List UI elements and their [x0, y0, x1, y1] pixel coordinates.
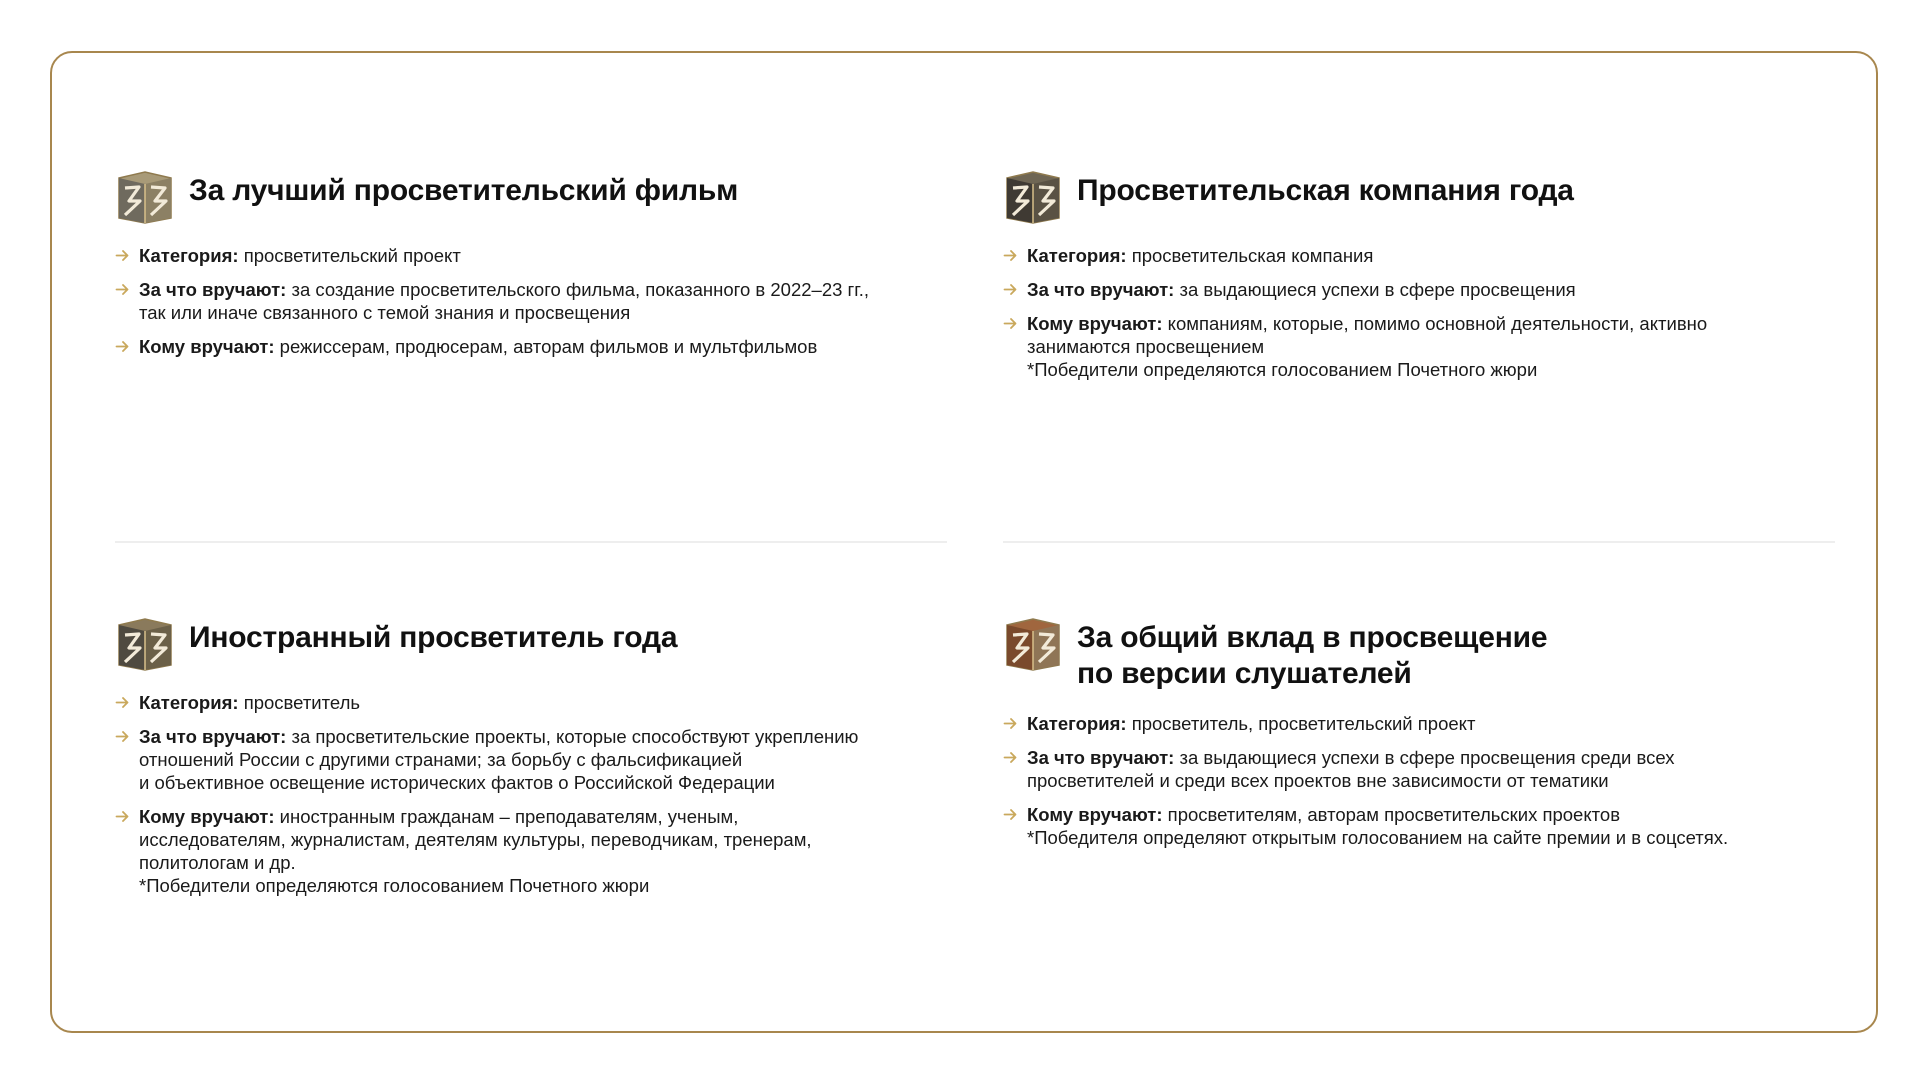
arrow-right-icon	[115, 248, 130, 263]
detail-key: Кому вручают:	[139, 336, 275, 357]
award-cube-icon	[1003, 617, 1063, 671]
details-list	[1003, 712, 1843, 849]
card-header	[115, 617, 955, 671]
detail-value: исследователям, журналистам, деятелям культуры, переводчикам, тренерам,	[139, 829, 812, 850]
detail-value: просветитель	[243, 692, 361, 713]
detail-line	[139, 244, 955, 267]
detail-key: За что вручают:	[1027, 279, 1175, 300]
detail-line	[139, 691, 955, 714]
detail-key: Категория:	[139, 245, 239, 266]
details-list	[1003, 244, 1843, 381]
detail-line	[1027, 278, 1843, 301]
detail-item	[115, 335, 955, 358]
detail-line	[139, 278, 955, 301]
arrow-right-icon	[115, 695, 130, 710]
detail-line	[1027, 712, 1843, 735]
detail-key: Кому вручают:	[1027, 313, 1163, 334]
detail-item	[115, 725, 955, 794]
detail-line	[139, 771, 955, 794]
divider-left	[115, 541, 947, 543]
detail-item	[1003, 746, 1843, 792]
arrow-right-icon	[115, 339, 130, 354]
detail-value: и объективное освещение исторических фактов о Российской Федерации	[139, 772, 775, 793]
detail-line	[139, 805, 955, 828]
detail-line	[139, 725, 955, 748]
detail-line	[1027, 803, 1843, 826]
divider-right	[1003, 541, 1835, 543]
detail-value: просветительский проект	[243, 245, 461, 266]
arrow-right-icon	[1003, 248, 1018, 263]
card-title-line: по версии слушателей	[1077, 657, 1412, 690]
detail-value: *Победители определяются голосованием Почетного жюри	[139, 875, 650, 896]
detail-value: за выдающиеся успехи в сфере просвещения	[1179, 279, 1576, 300]
award-cube-icon	[1003, 170, 1063, 224]
detail-key: За что вручают:	[139, 279, 287, 300]
detail-value: занимаются просвещением	[1027, 336, 1265, 357]
detail-line	[1027, 244, 1843, 267]
details-list	[115, 691, 955, 897]
detail-line	[1027, 312, 1843, 335]
arrow-right-icon	[1003, 807, 1018, 822]
arrow-right-icon	[115, 809, 130, 824]
detail-item	[1003, 712, 1843, 735]
detail-line	[1027, 358, 1843, 381]
detail-value: за просветительские проекты, которые способствуют укреплению	[291, 726, 859, 747]
award-card-best-film	[115, 170, 955, 369]
detail-value: режиссерам, продюсерам, авторам фильмов и мультфильмов	[279, 336, 818, 357]
detail-line	[139, 874, 955, 897]
detail-line	[1027, 746, 1843, 769]
arrow-right-icon	[115, 729, 130, 744]
detail-value: просветительская компания	[1131, 245, 1374, 266]
detail-key: За что вручают:	[139, 726, 287, 747]
award-card-foreign-educator	[115, 617, 955, 908]
card-title	[189, 173, 738, 209]
card-title-line: За лучший просветительский фильм	[189, 174, 739, 207]
card-title	[1077, 173, 1574, 209]
detail-value: просветителям, авторам просветительских проектов	[1167, 804, 1621, 825]
detail-value: иностранным гражданам – преподавателям, ученым,	[279, 806, 739, 827]
detail-value: отношений России с другими странами; за борьбу с фальсификацией	[139, 749, 743, 770]
card-header	[1003, 170, 1843, 224]
detail-item	[115, 805, 955, 897]
detail-item	[1003, 278, 1843, 301]
detail-value: просветитель, просветительский проект	[1131, 713, 1476, 734]
detail-item	[115, 278, 955, 324]
detail-value: компаниям, которые, помимо основной деятельности, активно	[1167, 313, 1708, 334]
detail-item	[115, 691, 955, 714]
detail-line	[139, 851, 955, 874]
detail-item	[1003, 312, 1843, 381]
arrow-right-icon	[1003, 750, 1018, 765]
details-list	[115, 244, 955, 358]
arrow-right-icon	[115, 282, 130, 297]
arrow-right-icon	[1003, 316, 1018, 331]
detail-value: за выдающиеся успехи в сфере просвещения среди всех	[1179, 747, 1675, 768]
card-title-line: Просветительская компания года	[1077, 174, 1574, 207]
card-title	[1077, 620, 1547, 692]
detail-value: политологам и др.	[139, 852, 296, 873]
card-header	[1003, 617, 1843, 692]
detail-line	[139, 335, 955, 358]
detail-line	[1027, 826, 1843, 849]
detail-key: Категория:	[1027, 245, 1127, 266]
award-cube-icon	[115, 617, 175, 671]
detail-item	[1003, 803, 1843, 849]
detail-line	[1027, 335, 1843, 358]
detail-item	[1003, 244, 1843, 267]
detail-value: так или иначе связанного с темой знания и просвещения	[139, 302, 631, 323]
detail-key: Категория:	[1027, 713, 1127, 734]
award-card-audience-choice	[1003, 617, 1843, 860]
card-title-line: Иностранный просветитель года	[189, 621, 678, 654]
detail-value: просветителей и среди всех проектов вне зависимости от тематики	[1027, 770, 1609, 791]
detail-value: за создание просветительского фильма, показанного в 2022–23 гг.,	[291, 279, 870, 300]
award-cube-icon	[115, 170, 175, 224]
detail-key: За что вручают:	[1027, 747, 1175, 768]
detail-value: *Победители определяются голосованием Почетного жюри	[1027, 359, 1538, 380]
detail-key: Кому вручают:	[1027, 804, 1163, 825]
card-title-line: За общий вклад в просвещение	[1077, 621, 1548, 654]
detail-line	[1027, 769, 1843, 792]
arrow-right-icon	[1003, 282, 1018, 297]
card-title	[189, 620, 677, 656]
detail-line	[139, 748, 955, 771]
detail-key: Категория:	[139, 692, 239, 713]
award-card-company-of-year	[1003, 170, 1843, 392]
detail-line	[139, 301, 955, 324]
arrow-right-icon	[1003, 716, 1018, 731]
detail-value: *Победителя определяют открытым голосованием на сайте премии и в соцсетях.	[1027, 827, 1729, 848]
detail-line	[139, 828, 955, 851]
card-header	[115, 170, 955, 224]
detail-item	[115, 244, 955, 267]
detail-key: Кому вручают:	[139, 806, 275, 827]
